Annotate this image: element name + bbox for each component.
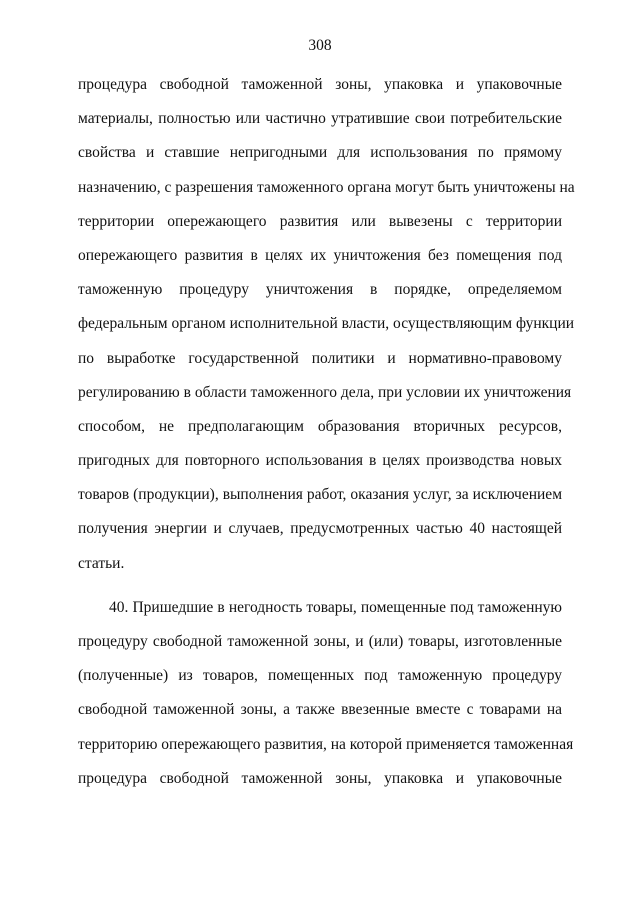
paragraph-continuation	[78, 68, 575, 581]
page-number: 308	[308, 37, 332, 54]
text-line: таможенную процедуру уничтожения в порядке, определяемом	[78, 281, 562, 299]
text-line: территорию опережающего развития, на которой применяется таможенная	[78, 735, 574, 753]
text-line: регулированию в области таможенного дела, при условии их уничтожения	[78, 383, 572, 401]
text-line: назначению, с разрешения таможенного органа могут быть уничтожены на	[78, 178, 575, 196]
text-line: федеральным органом исполнительной власти, осуществляющим функции	[78, 315, 575, 333]
body-text	[78, 68, 575, 796]
text-line: процедура свободной таможенной зоны, упаковка и упаковочные	[78, 76, 562, 93]
paragraph-gap	[78, 581, 562, 591]
text-line: процедуру свободной таможенной зоны, и (или) товары, изготовленные	[78, 633, 562, 650]
text-line: пригодных для повторного использования в целях производства новых	[78, 452, 562, 470]
text-line: товаров (продукции), выполнения работ, оказания услуг, за исключением	[78, 486, 562, 504]
text-line: по выработке государственной политики и нормативно-правовому	[78, 349, 562, 367]
text-line: опережающего развития в целях их уничтожения без помещения под	[78, 246, 562, 264]
text-line: процедура свободной таможенной зоны, упаковка и упаковочные	[78, 769, 562, 787]
text-line: статьи.	[78, 554, 125, 572]
text-line: (полученные) из товаров, помещенных под таможенную процедуру	[78, 667, 562, 685]
paragraph-40	[78, 591, 574, 796]
text-line: 40. Пришедшие в негодность товары, помещенные под таможенную	[109, 598, 562, 616]
text-line: свойства и ставшие непригодными для использования по прямому	[78, 144, 562, 162]
text-line: способом, не предполагающим образования вторичных ресурсов,	[78, 417, 562, 435]
text-line: свободной таможенной зоны, а также ввезенные вместе с товарами на	[78, 701, 562, 719]
text-line: получения энергии и случаев, предусмотренных частью 40 настоящей	[78, 520, 562, 538]
text-line: территории опережающего развития или вывезены с территории	[78, 212, 562, 230]
text-line: материалы, полностью или частично утратившие свои потребительские	[78, 110, 562, 128]
